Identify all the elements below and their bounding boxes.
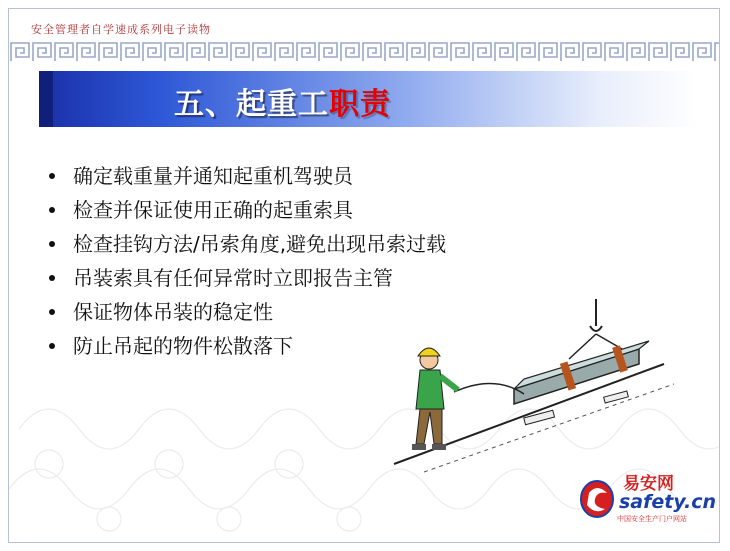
logo-en-text: safety.cn: [619, 491, 717, 513]
bullet-icon: [49, 275, 55, 281]
rigger-illustration: [364, 294, 684, 474]
bullet-icon: [49, 343, 55, 349]
list-item: 保证物体吊装的稳定性: [47, 295, 446, 329]
bullet-icon: [49, 241, 55, 247]
title-prefix: 五、起重工: [174, 87, 329, 122]
bullet-icon: [49, 173, 55, 179]
slide: [8, 8, 720, 543]
bullet-icon: [49, 309, 55, 315]
bullet-icon: [49, 207, 55, 213]
list-item: 检查挂钩方法/吊索角度,避免出现吊索过载: [47, 227, 446, 261]
meander-border: [9, 41, 720, 63]
list-item: 吊装索具有任何异常时立即报告主管: [47, 261, 446, 295]
title-bar: [39, 71, 699, 127]
list-item: 检查并保证使用正确的起重索具: [47, 193, 446, 227]
series-header: 安全管理者自学速成系列电子读物: [31, 23, 211, 36]
list-item: 确定载重量并通知起重机驾驶员: [47, 159, 446, 193]
logo-cn-text: 易安网: [623, 474, 674, 494]
list-item: 防止吊起的物件松散落下: [47, 329, 446, 363]
logo-subtitle: 中国安全生产门户网站: [617, 515, 687, 523]
slide-title: [174, 79, 391, 123]
title-highlight: 职责: [329, 87, 391, 122]
title-bar-strip: [39, 71, 53, 127]
